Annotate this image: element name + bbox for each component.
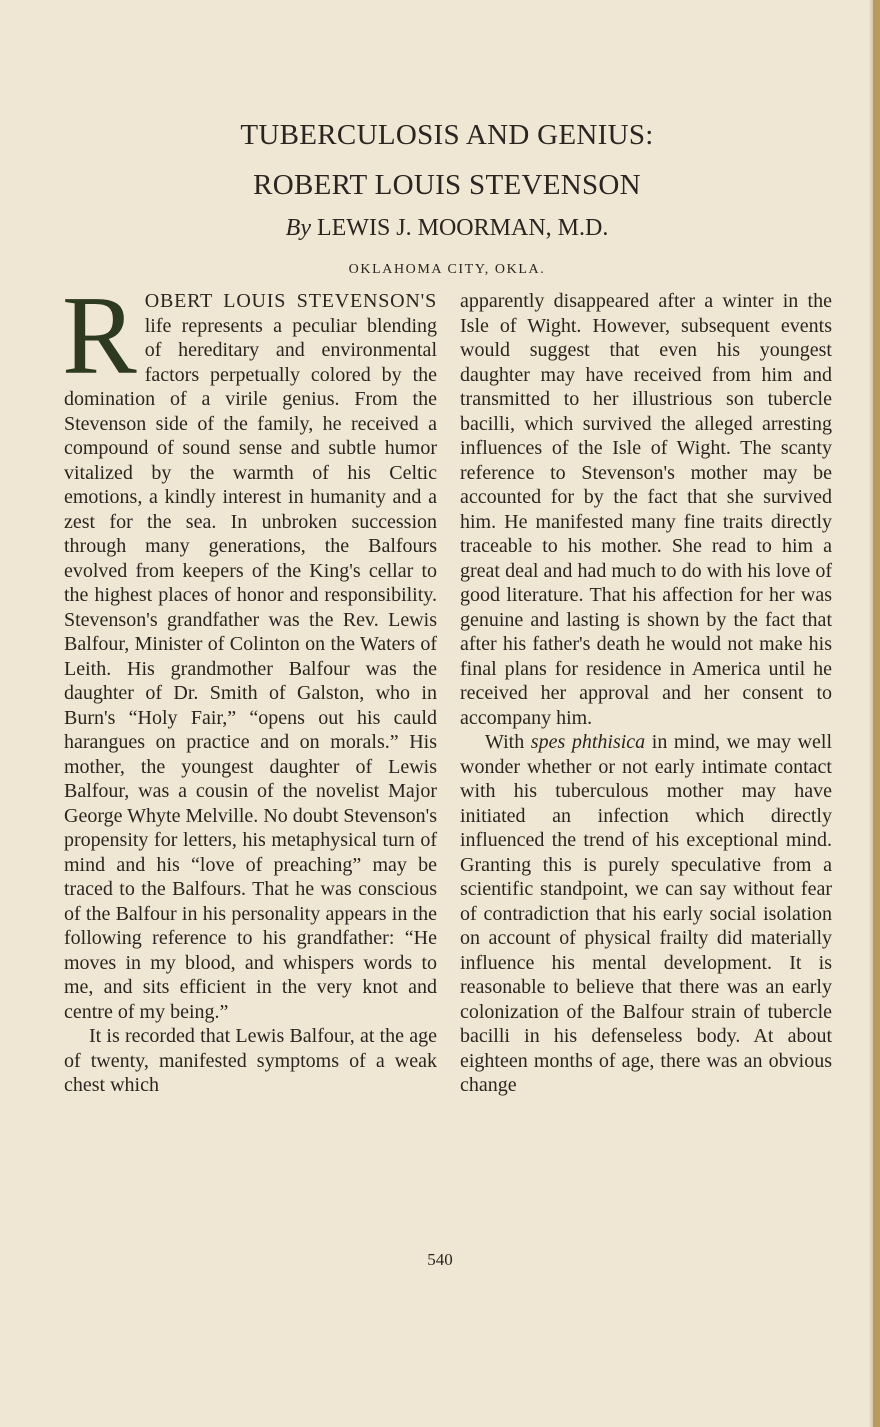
author-location: OKLAHOMA CITY, OKLA.: [348, 262, 546, 277]
paragraph: It is recorded that Lewis Balfour, at the age of twenty, manifested symptoms of a weak chest which: [64, 1025, 437, 1096]
right-column: [460, 289, 832, 1098]
article-title-line-2: ROBERT LOUIS STEVENSON: [253, 169, 641, 201]
paragraph: [460, 730, 832, 1098]
opening-caps: OBERT LOUIS STEVENSON'S: [144, 290, 437, 312]
left-column: [62, 274, 437, 1098]
page-number: 540: [427, 1250, 453, 1269]
byline-prefix: By: [285, 215, 311, 241]
author-name: LEWIS J. MOORMAN, M.D.: [316, 215, 609, 241]
paragraph-lead: With: [485, 731, 531, 753]
paragraph-text: life represents a peculiar blending of hereditary and environmental factors perpetually colored by the domination of a virile genius. From the Stevenson side of the family, he received a compound of sound sense and subtle humor vitalized by the warmth of his Celtic emotions, a kindly interest in humanity and a zest for the sea. In unbroken succession through many generations, the Balfours evolved from keepers of the King's cellar to the highest places of honor and responsibility. Stevenson's grandfather was the Rev. Lewis Balfour, Minister of Colinton on the Waters of Leith. His grandmother Balfour was the daughter of Dr. Smith of Galston, who in Burn's “Holy Fair,” “opens out his cauld harangues on practice and on morals.” His mother, the youngest daughter of Lewis Balfour, was a cousin of the novelist Major George Whyte Melville. No doubt Stevenson's propensity for letters, his metaphysical turn of mind and his “love of preaching” may be traced to the Balfours. That he was conscious of the Balfour in his personality appears in the following reference to his grandfather: “He moves in my blood, and whispers words to me, and sits efficient in the very knot and centre of my being.”: [64, 314, 437, 1023]
paragraph: apparently disappeared after a winter in the Isle of Wight. However, subsequent events would suggest that even his youngest daughter may have received from him and transmitted to her illustrious son tubercle bacilli, which survived the alleged arresting influences of the Isle of Wight. The scanty reference to Stevenson's mother may be accounted for by the fact that she survived him. He manifested many fine traits directly traceable to his mother. She read to him a great deal and had much to do with his love of good literature. That his affection for her was genuine and lasting is shown by the fact that after his father's death he would not make his final plans for residence in America until he received her approval and her consent to accompany him.: [460, 290, 832, 729]
drop-cap: R: [62, 274, 137, 398]
italic-term: spes phthisica: [530, 731, 646, 753]
byline: [0, 215, 880, 242]
article-title-line-1: TUBERCULOSIS AND GENIUS:: [240, 119, 654, 151]
paragraph: [62, 274, 437, 1024]
paragraph-text: in mind, we may well wonder whether or not early intimate contact with his tuberculous mother may have initiated an infection which directly influenced the trend of his exceptional mind. Granting this is purely speculative from a scientific standpoint, we can say without fear of contradiction that his early social isolation on account of physical frailty did materially influence his mental development. It is reasonable to believe that there was an early colonization of the Balfour strain of tubercle bacilli in his defenseless body. At about eighteen months of age, there was an obvious change: [460, 731, 832, 1096]
